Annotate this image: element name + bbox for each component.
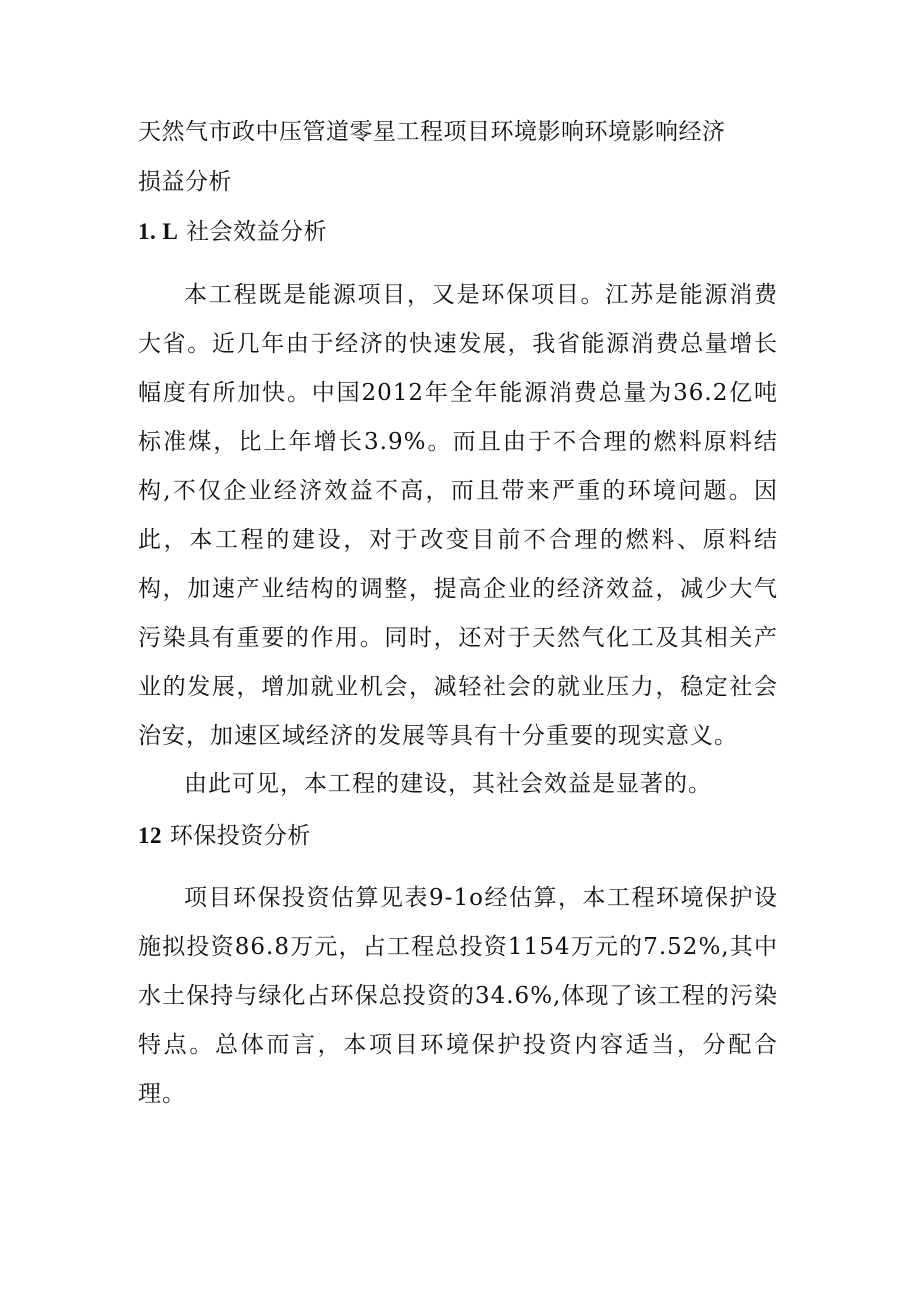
document-title-line-1: 天然气市政中压管道零星工程项目环境影响环境影响经济 — [138, 119, 726, 145]
section-2-heading — [138, 820, 311, 852]
section-2-paragraph-1: 项目环保投资估算见表9-1o经估算，本工程环境保护设施拟投资86.8万元，占工程总投资1154万元的7.52%,其中水土保持与绿化占环保总投资的34.6%,体现了该工程的污染特点。总体而言，本项目环境保护投资内容适当，分配合理。 — [138, 885, 778, 1107]
section-1-title: 社会效益分析 — [186, 219, 328, 245]
section-2-title: 环保投资分析 — [169, 823, 311, 849]
section-1-paragraph-1: 本工程既是能源项目，又是环保项目。江苏是能源消费大省。近几年由于经济的快速发展，我省能源消费总量增长幅度有所加快。中国2012年全年能源消费总量为36.2亿吨标准煤，比上年增长3.9%。而且由于不合理的燃料原料结构,不仅企业经济效益不高，而且带来严重的环境问题。因此，本工程的建设，对于改变目前不合理的燃料、原料结构，加速产业结构的调整，提高企业的经济效益，减少大气污染具有重要的作用。同时，还对于天然气化工及其相关产业的发展，增加就业机会，减轻社会的就业压力，稳定社会治安，加速区域经济的发展等具有十分重要的现实意义。 — [138, 282, 778, 749]
section-1-number: 1. L — [138, 219, 179, 244]
section-2-number: 12 — [138, 823, 162, 848]
document-title-line-2: 损益分析 — [138, 169, 232, 195]
section-1-heading — [138, 216, 327, 248]
section-1-paragraph-2: 由此可见，本工程的建设，其社会效益是显著的。 — [184, 771, 712, 797]
